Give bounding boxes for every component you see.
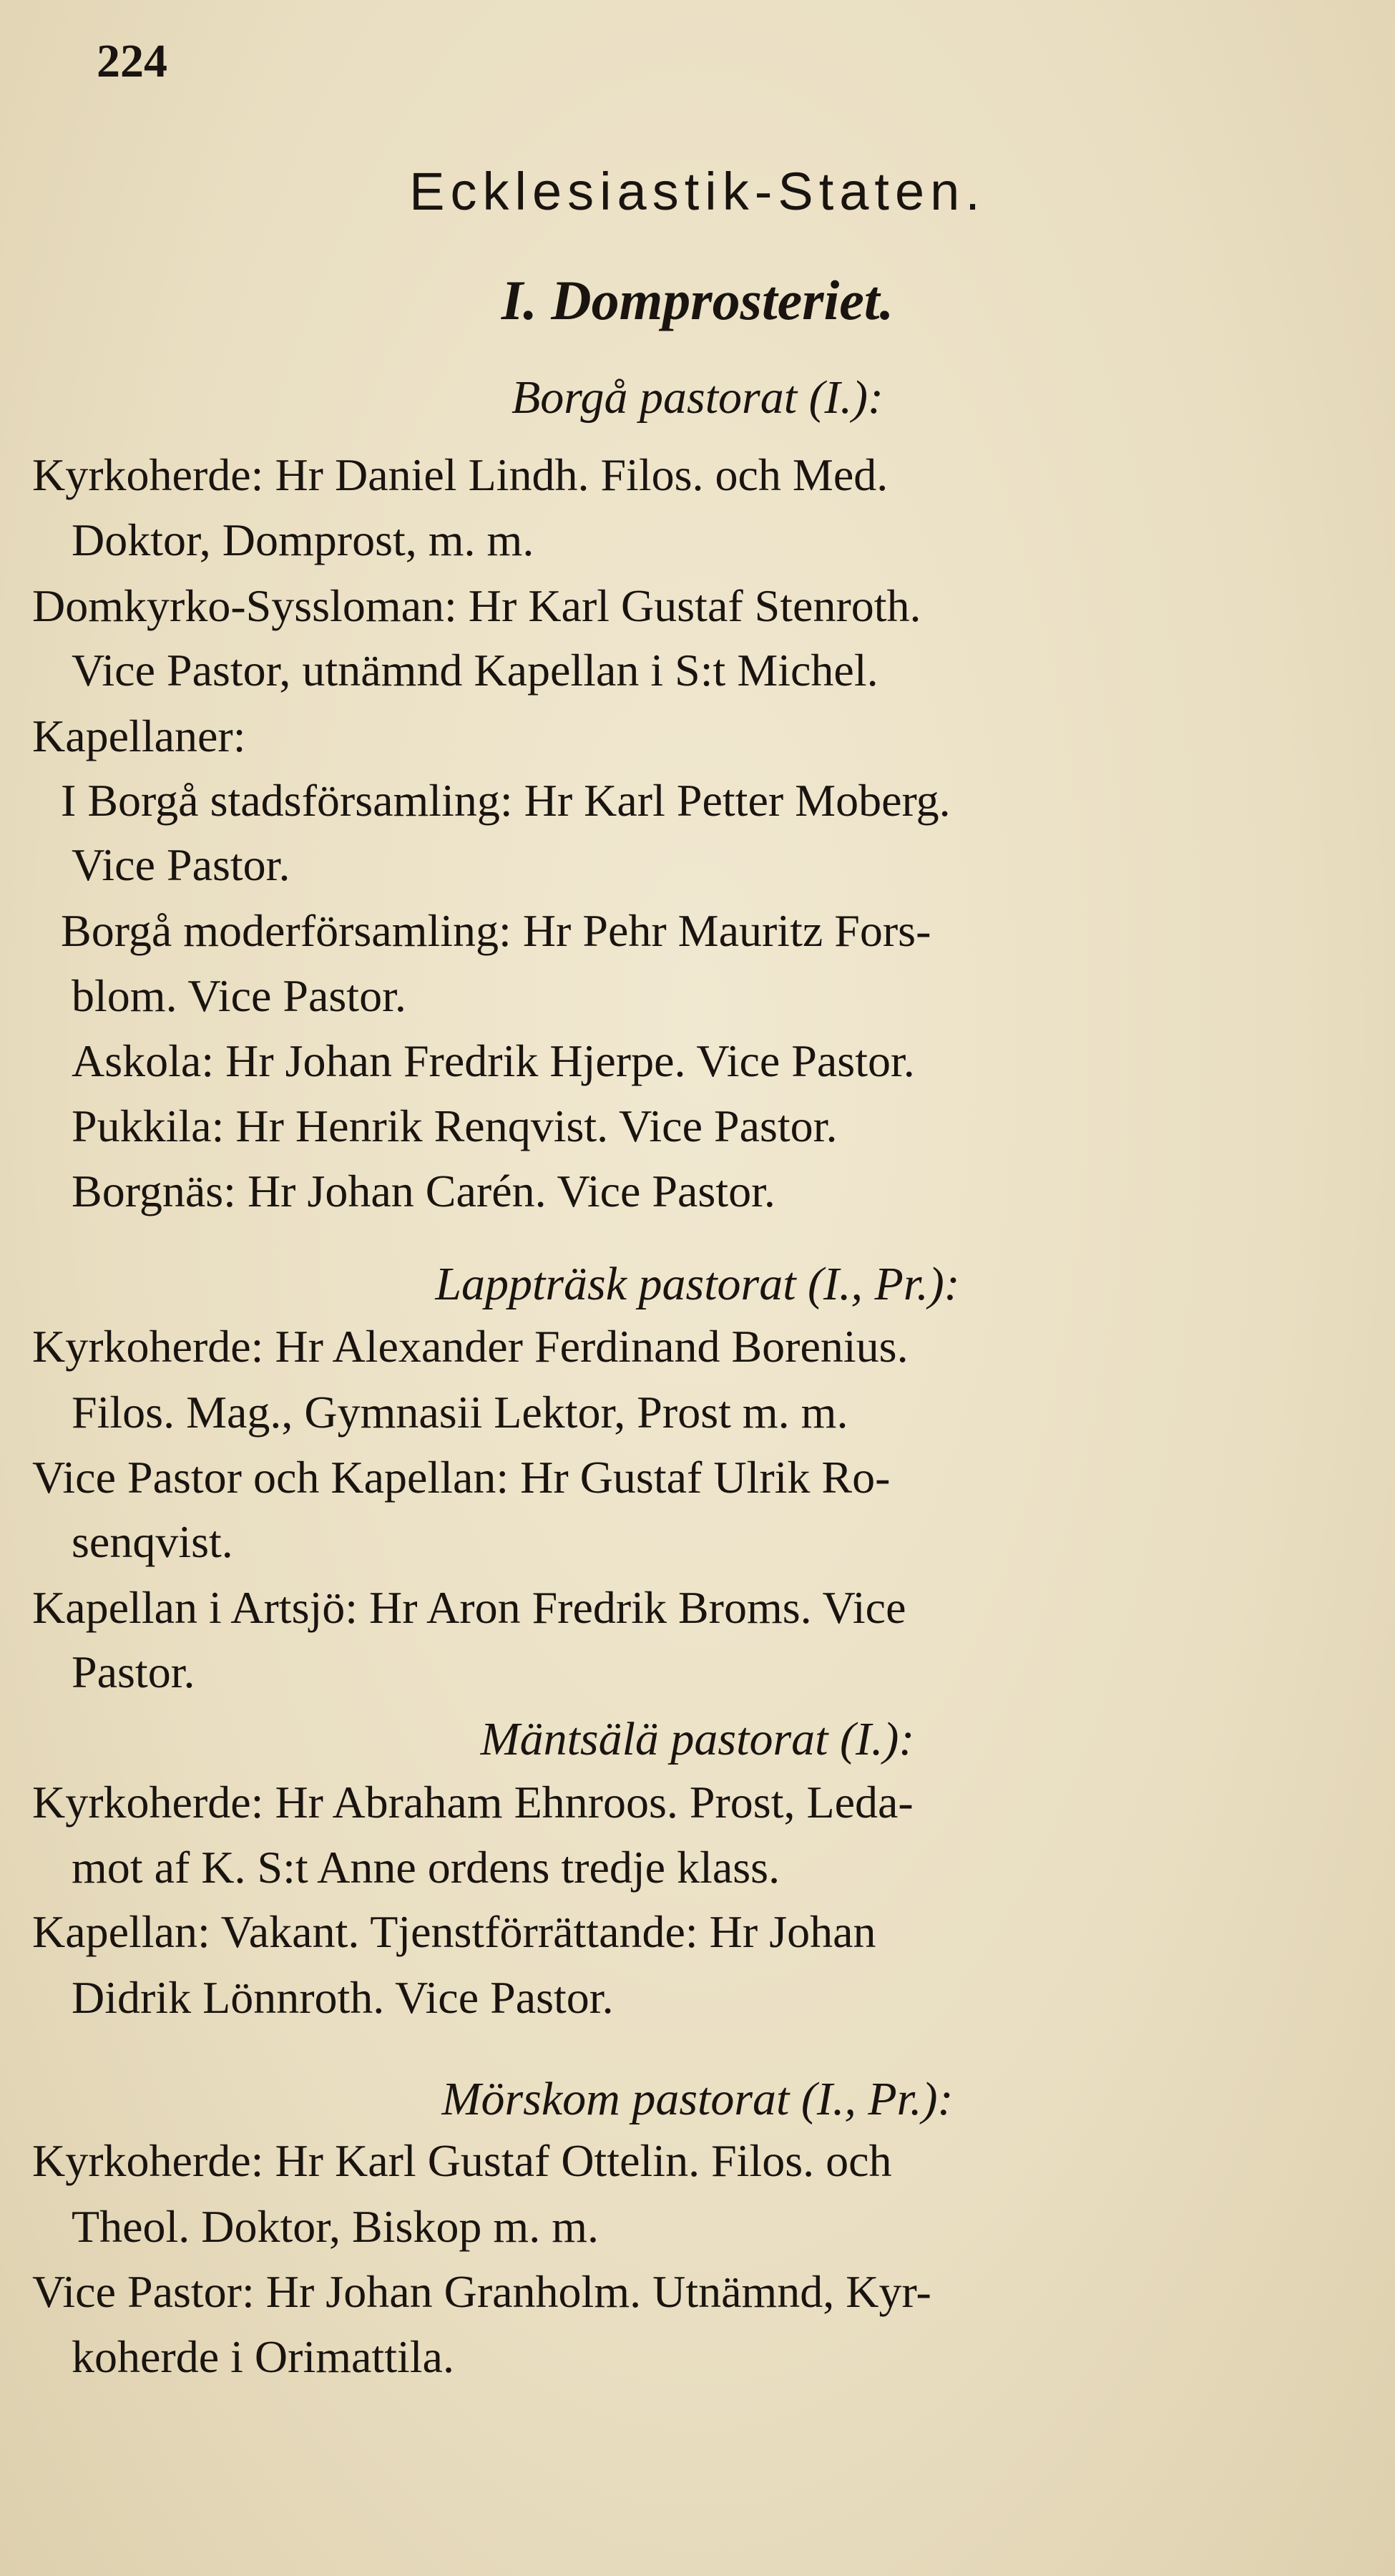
- entry-line: Filos. Mag., Gymnasii Lektor, Prost m. m.: [72, 1387, 848, 1438]
- parish-heading-morskom: Mörskom pastorat (I., Pr.):: [441, 2073, 954, 2125]
- entry-line: senqvist.: [72, 1516, 233, 1567]
- entry-line: Askola: Hr Johan Fredrik Hjerpe. Vice Pastor.: [72, 1035, 915, 1086]
- entry-line: Vice Pastor, utnämnd Kapellan i S:t Michel.: [72, 645, 878, 696]
- entry-line: mot af K. S:t Anne ordens tredje klass.: [72, 1842, 780, 1893]
- entry-line: Doktor, Domprost, m. m.: [72, 514, 534, 565]
- entry-line: Borgnäs: Hr Johan Carén. Vice Pastor.: [72, 1166, 775, 1216]
- entry-line: Pastor.: [72, 1646, 195, 1697]
- parish-heading-mantsala: Mäntsälä pastorat (I.):: [480, 1713, 915, 1765]
- entry-line: I Borgå stadsförsamling: Hr Karl Petter Moberg.: [61, 775, 951, 826]
- parish-heading-borga: Borgå pastorat (I.):: [511, 371, 884, 424]
- page-number: 224: [97, 35, 167, 87]
- entry-line: Vice Pastor: Hr Johan Granholm. Utnämnd, Kyr-: [32, 2266, 931, 2317]
- entry-line: Kyrkoherde: Hr Daniel Lindh. Filos. och Med.: [32, 449, 889, 500]
- page-title: Ecklesiastik-Staten.: [409, 162, 986, 221]
- entry-line: Vice Pastor och Kapellan: Hr Gustaf Ulrik Ro-: [32, 1452, 891, 1503]
- entry-line: Theol. Doktor, Biskop m. m.: [72, 2201, 599, 2252]
- entry-line: Kapellaner:: [32, 711, 246, 761]
- entry-line: Vice Pastor.: [72, 839, 290, 890]
- entry-line: Kyrkoherde: Hr Abraham Ehnroos. Prost, Leda-: [32, 1777, 914, 1828]
- parish-heading-lapptrask: Lappträsk pastorat (I., Pr.):: [435, 1258, 960, 1310]
- entry-line: Borgå moderförsamling: Hr Pehr Mauritz Fors-: [61, 905, 931, 956]
- entry-line: Kapellan i Artsjö: Hr Aron Fredrik Broms. Vice: [32, 1582, 906, 1633]
- entry-line: Kyrkoherde: Hr Alexander Ferdinand Borenius.: [32, 1321, 909, 1372]
- entry-line: Didrik Lönnroth. Vice Pastor.: [72, 1972, 614, 2023]
- entry-line: Kyrkoherde: Hr Karl Gustaf Ottelin. Filos. och: [32, 2135, 892, 2186]
- entry-line: Pukkila: Hr Henrik Renqvist. Vice Pastor.: [72, 1101, 838, 1151]
- section-title: I. Domprosteriet.: [501, 269, 894, 331]
- entry-line: blom. Vice Pastor.: [72, 970, 406, 1021]
- entry-line: Domkyrko-Syssloman: Hr Karl Gustaf Stenroth.: [32, 580, 921, 631]
- entry-line: Kapellan: Vakant. Tjenstförrättande: Hr Johan: [32, 1906, 876, 1957]
- entry-line: koherde i Orimattila.: [72, 2331, 454, 2382]
